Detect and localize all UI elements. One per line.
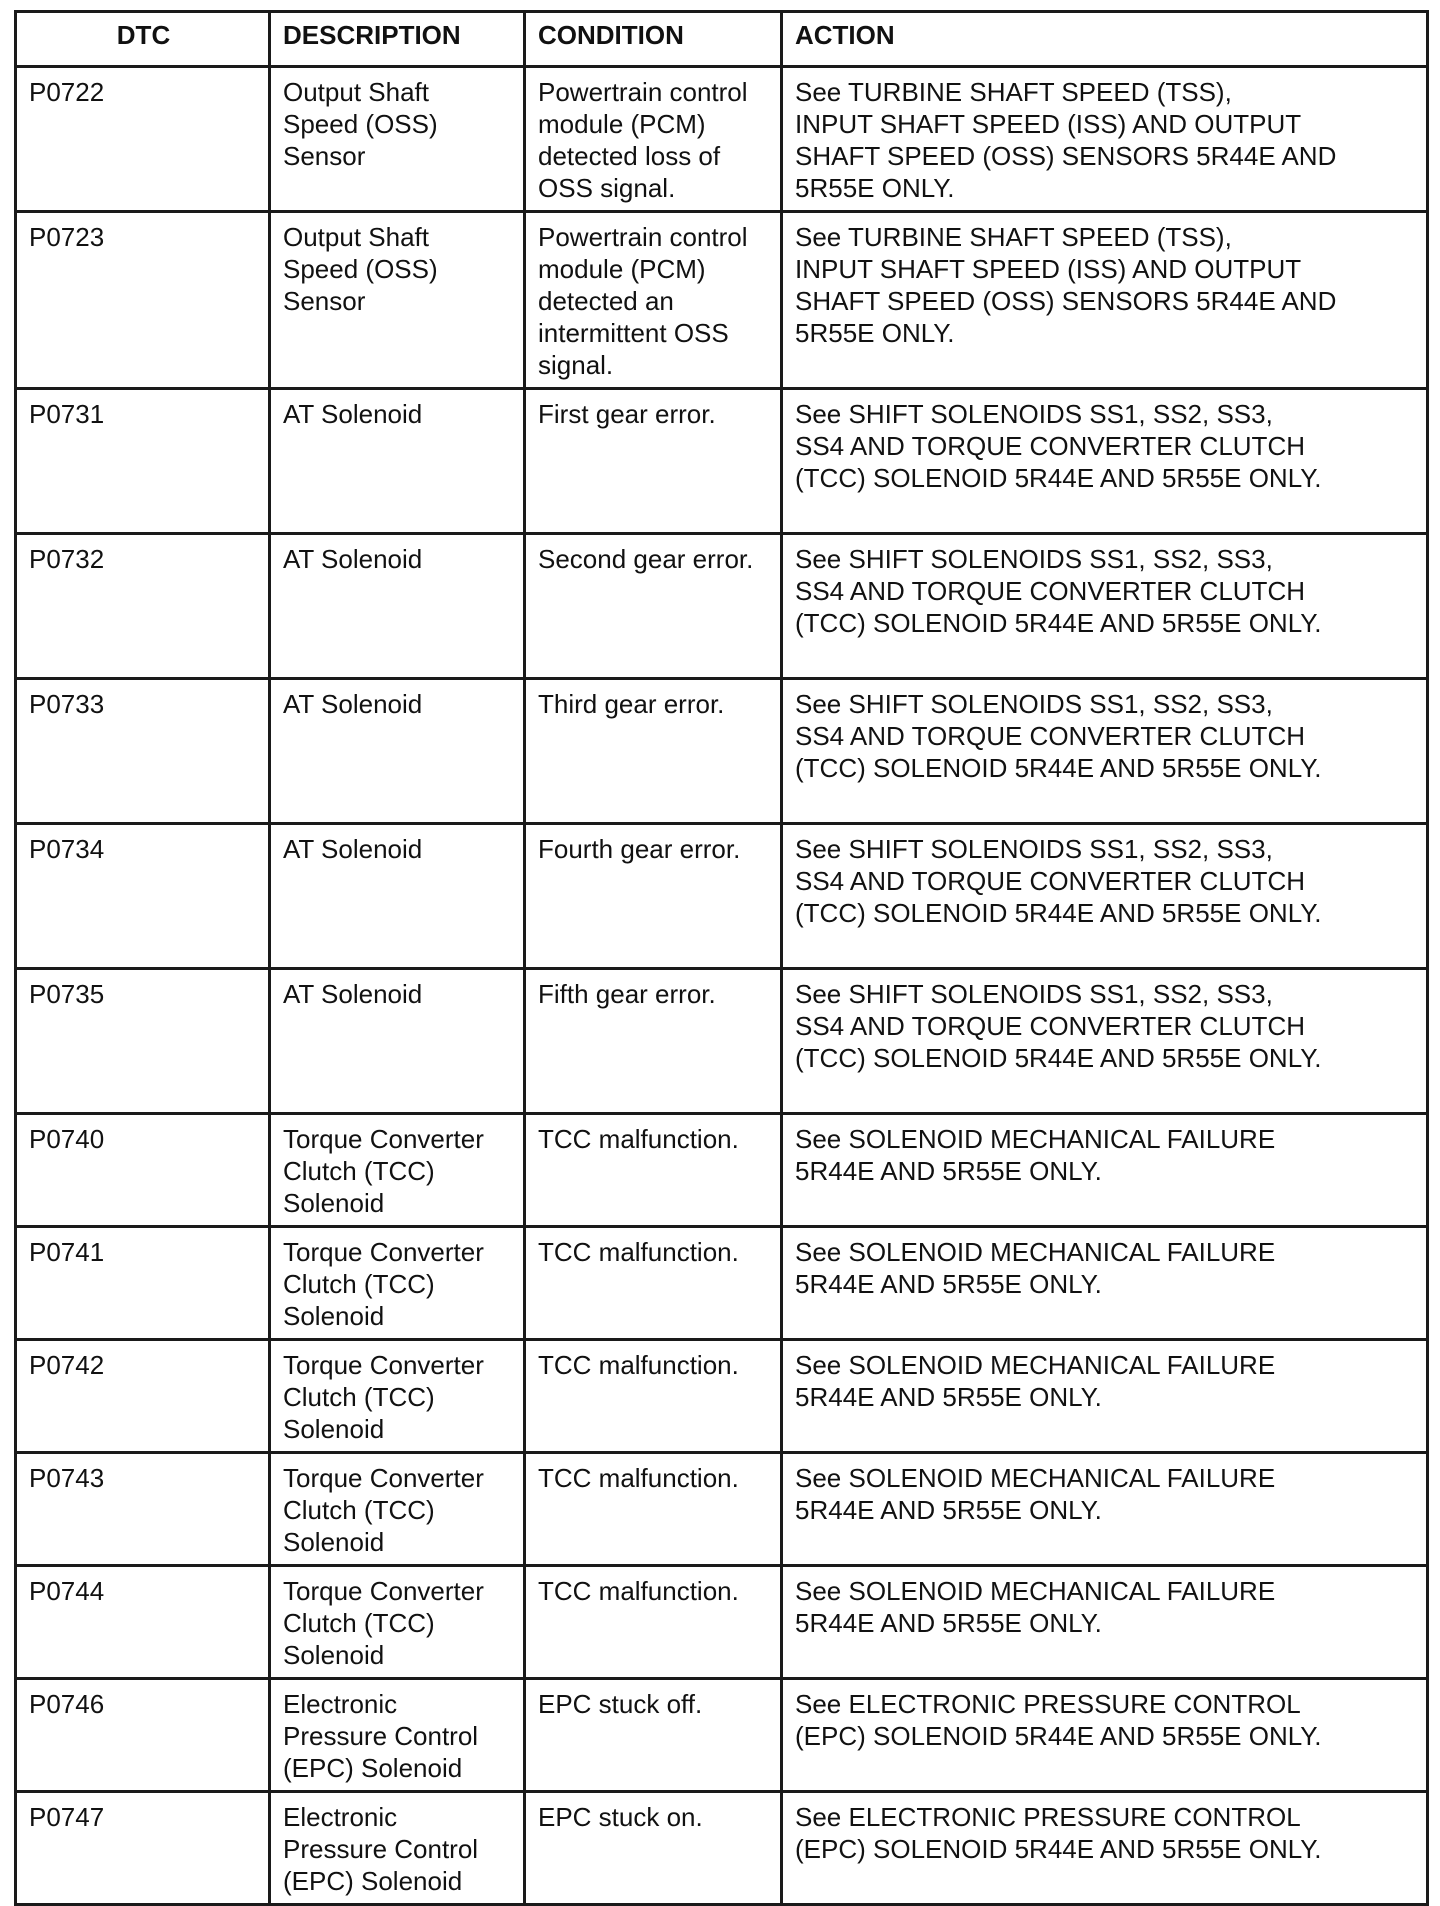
cell-action (782, 212, 1428, 389)
action-text: See ELECTRONIC PRESSURE CONTROL (EPC) SOLENOID 5R44E AND 5R55E ONLY. (795, 1802, 1322, 1864)
cell-description (270, 534, 525, 679)
cell-condition (525, 534, 782, 679)
cell-description (270, 67, 525, 212)
dtc-code: P0734 (29, 834, 105, 864)
condition-text: Second gear error. (538, 544, 754, 574)
table-row (16, 679, 1428, 824)
cell-action (782, 1114, 1428, 1227)
cell-dtc (16, 824, 270, 969)
description-text: Torque Converter Clutch (TCC) Solenoid (283, 1463, 484, 1557)
cell-description (270, 1227, 525, 1340)
cell-action (782, 969, 1428, 1114)
header-condition: CONDITION (525, 12, 782, 67)
cell-action (782, 1340, 1428, 1453)
dtc-code: P0743 (29, 1463, 105, 1493)
cell-condition (525, 969, 782, 1114)
cell-description (270, 1566, 525, 1679)
description-text: AT Solenoid (283, 979, 423, 1009)
table-row (16, 389, 1428, 534)
condition-text: Fifth gear error. (538, 979, 716, 1009)
description-text: AT Solenoid (283, 689, 423, 719)
cell-dtc (16, 1566, 270, 1679)
cell-description (270, 1453, 525, 1566)
table-row (16, 1340, 1428, 1453)
dtc-code: P0733 (29, 689, 105, 719)
description-text: Torque Converter Clutch (TCC) Solenoid (283, 1350, 484, 1444)
action-text: See TURBINE SHAFT SPEED (TSS), INPUT SHAFT SPEED (ISS) AND OUTPUT SHAFT SPEED (OSS) SENSORS 5R44E AND 5R55E ONLY. (795, 222, 1337, 348)
condition-text: Fourth gear error. (538, 834, 741, 864)
dtc-code: P0722 (29, 77, 105, 107)
action-text: See SOLENOID MECHANICAL FAILURE 5R44E AND 5R55E ONLY. (795, 1237, 1276, 1299)
description-text: Output Shaft Speed (OSS) Sensor (283, 222, 438, 316)
cell-dtc (16, 1792, 270, 1905)
action-text: See SHIFT SOLENOIDS SS1, SS2, SS3, SS4 AND TORQUE CONVERTER CLUTCH (TCC) SOLENOID 5R44E AND 5R55E ONLY. (795, 399, 1322, 493)
cell-action (782, 1227, 1428, 1340)
dtc-code: P0741 (29, 1237, 105, 1267)
cell-dtc (16, 67, 270, 212)
condition-text: TCC malfunction. (538, 1576, 739, 1606)
dtc-code: P0746 (29, 1689, 105, 1719)
cell-condition (525, 1227, 782, 1340)
dtc-code: P0747 (29, 1802, 105, 1832)
cell-description (270, 969, 525, 1114)
action-text: See SHIFT SOLENOIDS SS1, SS2, SS3, SS4 AND TORQUE CONVERTER CLUTCH (TCC) SOLENOID 5R44E AND 5R55E ONLY. (795, 979, 1322, 1073)
cell-description (270, 824, 525, 969)
dtc-code: P0742 (29, 1350, 105, 1380)
cell-action (782, 1566, 1428, 1679)
dtc-code: P0732 (29, 544, 105, 574)
cell-dtc (16, 389, 270, 534)
dtc-code: P0723 (29, 222, 105, 252)
condition-text: First gear error. (538, 399, 716, 429)
cell-description (270, 1114, 525, 1227)
description-text: Electronic Pressure Control (EPC) Solenoid (283, 1689, 479, 1783)
description-text: Output Shaft Speed (OSS) Sensor (283, 77, 438, 171)
cell-condition (525, 1679, 782, 1792)
cell-dtc (16, 1453, 270, 1566)
action-text: See SHIFT SOLENOIDS SS1, SS2, SS3, SS4 AND TORQUE CONVERTER CLUTCH (TCC) SOLENOID 5R44E AND 5R55E ONLY. (795, 544, 1322, 638)
action-text: See ELECTRONIC PRESSURE CONTROL (EPC) SOLENOID 5R44E AND 5R55E ONLY. (795, 1689, 1322, 1751)
description-text: Torque Converter Clutch (TCC) Solenoid (283, 1576, 484, 1670)
action-text: See SHIFT SOLENOIDS SS1, SS2, SS3, SS4 AND TORQUE CONVERTER CLUTCH (TCC) SOLENOID 5R44E AND 5R55E ONLY. (795, 834, 1322, 928)
description-text: Torque Converter Clutch (TCC) Solenoid (283, 1237, 484, 1331)
header-dtc: DTC (16, 12, 270, 67)
cell-condition (525, 389, 782, 534)
table-row (16, 1566, 1428, 1679)
condition-text: EPC stuck off. (538, 1689, 703, 1719)
condition-text: TCC malfunction. (538, 1124, 739, 1154)
table-row (16, 1453, 1428, 1566)
description-text: AT Solenoid (283, 544, 423, 574)
cell-action (782, 679, 1428, 824)
table-body (16, 67, 1428, 1905)
cell-dtc (16, 534, 270, 679)
cell-action (782, 1792, 1428, 1905)
cell-dtc (16, 212, 270, 389)
cell-action (782, 1453, 1428, 1566)
condition-text: EPC stuck on. (538, 1802, 703, 1832)
table-row (16, 1114, 1428, 1227)
table-row (16, 534, 1428, 679)
cell-description (270, 1679, 525, 1792)
cell-dtc (16, 679, 270, 824)
cell-condition (525, 1114, 782, 1227)
condition-text: Powertrain control module (PCM) detected an intermittent OSS signal. (538, 222, 748, 380)
cell-action (782, 389, 1428, 534)
cell-condition (525, 1453, 782, 1566)
condition-text: Powertrain control module (PCM) detected loss of OSS signal. (538, 77, 748, 203)
description-text: Torque Converter Clutch (TCC) Solenoid (283, 1124, 484, 1218)
action-text: See SOLENOID MECHANICAL FAILURE 5R44E AND 5R55E ONLY. (795, 1350, 1276, 1412)
dtc-code: P0731 (29, 399, 105, 429)
action-text: See TURBINE SHAFT SPEED (TSS), INPUT SHAFT SPEED (ISS) AND OUTPUT SHAFT SPEED (OSS) SENSORS 5R44E AND 5R55E ONLY. (795, 77, 1337, 203)
action-text: See SOLENOID MECHANICAL FAILURE 5R44E AND 5R55E ONLY. (795, 1576, 1276, 1638)
dtc-table (14, 10, 1429, 1906)
header-row (16, 12, 1428, 67)
cell-action (782, 67, 1428, 212)
cell-dtc (16, 1679, 270, 1792)
dtc-code: P0740 (29, 1124, 105, 1154)
action-text: See SOLENOID MECHANICAL FAILURE 5R44E AND 5R55E ONLY. (795, 1124, 1276, 1186)
table-row (16, 67, 1428, 212)
action-text: See SHIFT SOLENOIDS SS1, SS2, SS3, SS4 AND TORQUE CONVERTER CLUTCH (TCC) SOLENOID 5R44E AND 5R55E ONLY. (795, 689, 1322, 783)
cell-description (270, 389, 525, 534)
header-action: ACTION (782, 12, 1428, 67)
description-text: AT Solenoid (283, 399, 423, 429)
action-text: See SOLENOID MECHANICAL FAILURE 5R44E AND 5R55E ONLY. (795, 1463, 1276, 1525)
cell-action (782, 534, 1428, 679)
cell-dtc (16, 969, 270, 1114)
table-row (16, 1679, 1428, 1792)
description-text: Electronic Pressure Control (EPC) Solenoid (283, 1802, 479, 1896)
header-description: DESCRIPTION (270, 12, 525, 67)
cell-condition (525, 824, 782, 969)
cell-condition (525, 1566, 782, 1679)
condition-text: TCC malfunction. (538, 1463, 739, 1493)
condition-text: TCC malfunction. (538, 1350, 739, 1380)
cell-description (270, 1340, 525, 1453)
table-header (16, 12, 1428, 67)
cell-condition (525, 1792, 782, 1905)
dtc-code: P0735 (29, 979, 105, 1009)
cell-condition (525, 1340, 782, 1453)
cell-dtc (16, 1340, 270, 1453)
table-row (16, 969, 1428, 1114)
cell-description (270, 1792, 525, 1905)
condition-text: Third gear error. (538, 689, 725, 719)
table-row (16, 1227, 1428, 1340)
cell-action (782, 824, 1428, 969)
condition-text: TCC malfunction. (538, 1237, 739, 1267)
table-row (16, 212, 1428, 389)
cell-dtc (16, 1114, 270, 1227)
cell-action (782, 1679, 1428, 1792)
table-row (16, 824, 1428, 969)
description-text: AT Solenoid (283, 834, 423, 864)
cell-description (270, 679, 525, 824)
cell-condition (525, 212, 782, 389)
cell-dtc (16, 1227, 270, 1340)
cell-condition (525, 67, 782, 212)
cell-description (270, 212, 525, 389)
dtc-code: P0744 (29, 1576, 105, 1606)
dtc-table-container (14, 10, 1426, 1906)
table-row (16, 1792, 1428, 1905)
cell-condition (525, 679, 782, 824)
